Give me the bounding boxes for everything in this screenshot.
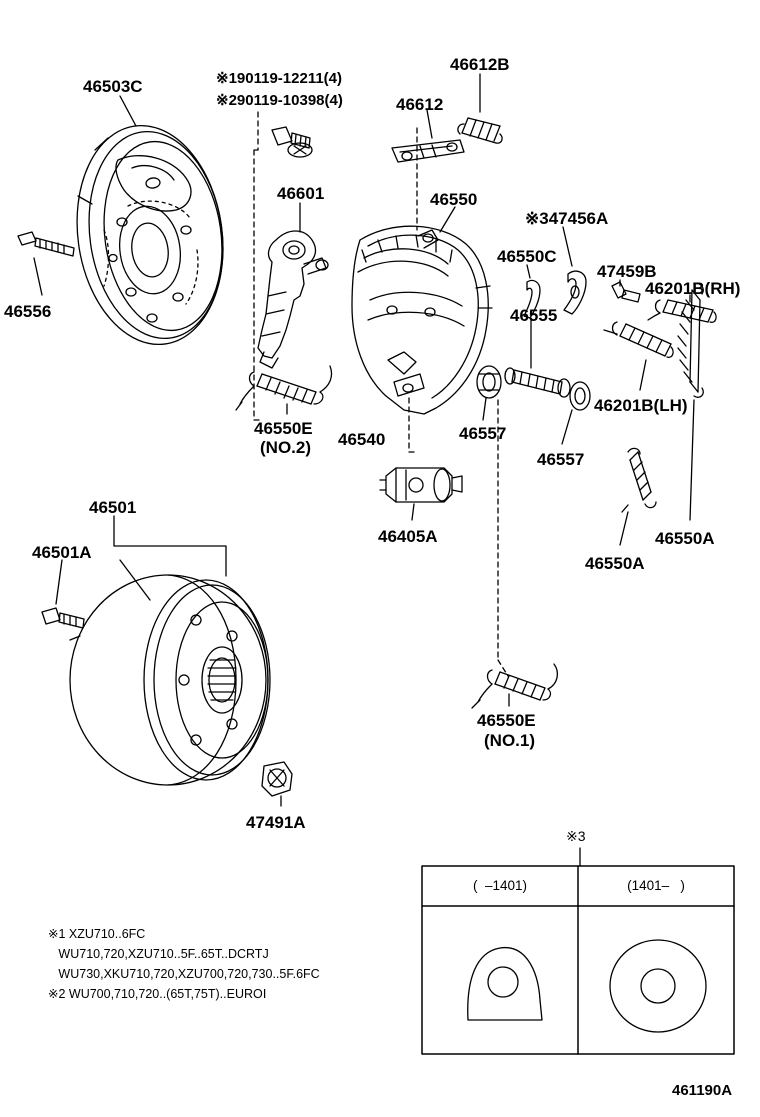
leader-46503C (120, 96, 136, 126)
leader-46550 (440, 207, 455, 232)
leader-347456A (563, 227, 572, 266)
part-label-46550E-no1: 46550E (477, 711, 536, 730)
inset-col-header-1: ( –1401) (472, 878, 528, 893)
spring-46550E-no2 (236, 366, 332, 410)
leader-46557b (562, 410, 572, 444)
leader-46550C (527, 265, 530, 278)
part-label-46201B-LH: 46201B(LH) (594, 396, 688, 415)
part-label-46550E-no2: 46550E (254, 419, 313, 438)
bracket-46501 (114, 516, 226, 576)
part-label-46612: 46612 (396, 95, 444, 114)
wheel-cylinder-46405A (380, 468, 462, 502)
part-label-347456A: ※347456A (525, 209, 609, 228)
part-label-46550E-no1-sub: (NO.1) (484, 731, 535, 750)
part-label-46556: 46556 (4, 302, 52, 321)
spring-46550A-b (622, 448, 656, 512)
brake-shoe-assembly-46550 (352, 226, 492, 414)
part-label-46555: 46555 (510, 306, 558, 325)
bolt-46501A (42, 608, 84, 628)
inset-marker: ※3 (566, 828, 586, 844)
part-label-290119: ※290119-10398(4) (216, 92, 343, 109)
leader-46501 (120, 560, 150, 600)
part-label-47459B: 47459B (597, 262, 657, 281)
part-label-46550: 46550 (430, 190, 478, 209)
backing-plate (63, 116, 236, 354)
cup-46557-a (477, 366, 501, 398)
parking-lever-46601 (258, 231, 328, 368)
adjuster-strut-46612 (392, 140, 464, 162)
brake-drum-46501 (70, 575, 270, 785)
part-label-47491A: 47491A (246, 813, 306, 832)
part-label-46550A-a: 46550A (655, 529, 715, 548)
part-label-46501A: 46501A (32, 543, 92, 562)
part-label-46557-b: 46557 (537, 450, 585, 469)
footnote-1c: WU730,XKU710,720,XZU700,720,730..5F.6FC (48, 967, 320, 981)
part-label-46501: 46501 (89, 498, 137, 517)
spring-46550E-no1 (472, 664, 557, 708)
part-label-46201B-RH: 46201B(RH) (645, 279, 741, 298)
leader-46540 (409, 398, 416, 452)
diagram-footer-code: 461190A (672, 1082, 733, 1099)
leader-46501A (56, 560, 62, 604)
part-label-46550A-b: 46550A (585, 554, 645, 573)
spring-46555 (505, 368, 590, 410)
part-label-46557-a: 46557 (459, 424, 507, 443)
inset-col-header-2: (1401– ) (627, 878, 685, 893)
inset-table (422, 866, 734, 1054)
plug-47491A (262, 762, 292, 796)
pin-47459B (612, 282, 640, 302)
inset-shape-left (468, 948, 542, 1020)
bolt-46556 (18, 232, 74, 256)
part-label-46503C: 46503C (83, 77, 143, 96)
clip-347456A (564, 271, 586, 314)
leader-46550A-a (690, 400, 694, 520)
part-label-190119: ※190119-12211(4) (216, 70, 343, 87)
spring-46201B-LH (604, 322, 673, 357)
part-label-46405A: 46405A (378, 527, 438, 546)
inset-shape-right (610, 940, 706, 1032)
part-label-46540: 46540 (338, 430, 386, 449)
screws-190119 (272, 127, 312, 157)
leader-46556 (34, 258, 42, 295)
spring-46612B (458, 118, 502, 143)
leader-190119 (254, 112, 258, 150)
leader-46550A-b (620, 512, 628, 545)
part-label-46550C: 46550C (497, 247, 557, 266)
leader-46557a (483, 398, 486, 420)
part-label-46601: 46601 (277, 184, 325, 203)
leader-46201B-LH (640, 360, 646, 390)
footnote-1: ※1 XZU710..6FC (48, 927, 146, 941)
spring-46201B-RH (648, 300, 716, 322)
part-label-46612B: 46612B (450, 55, 510, 74)
leader-46405A (412, 504, 414, 520)
part-label-46550E-no2-sub: (NO.2) (260, 438, 311, 457)
footnote-1b: WU710,720,XZU710..5F..65T..DCRTJ (48, 947, 269, 961)
footnote-2: ※2 WU700,710,720..(65T,75T)..EUROⅠ (48, 987, 267, 1001)
